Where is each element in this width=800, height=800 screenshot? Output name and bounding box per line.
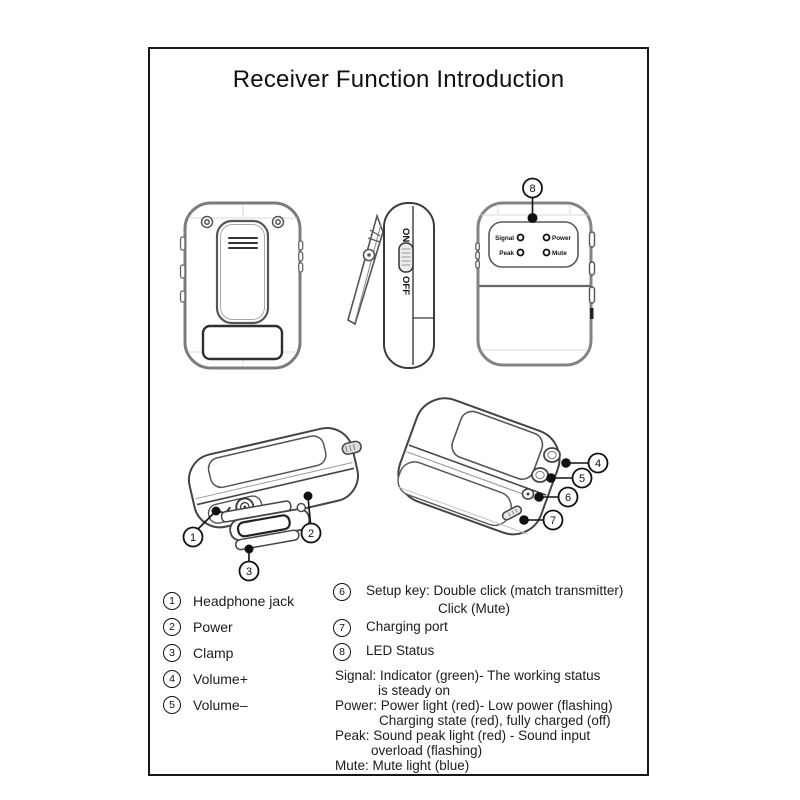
legend-item-led-status <box>333 643 651 661</box>
callout-7-dot <box>519 515 529 525</box>
legend-right-column <box>333 583 651 773</box>
switch-on-label: ON <box>400 228 411 243</box>
legend-number-circle: 2 <box>163 618 181 636</box>
switch-off-label: OFF <box>400 276 411 295</box>
legend-label: Power <box>193 618 233 635</box>
status-signal-line2: is steady on <box>378 683 451 698</box>
device-angled-left-view <box>184 421 372 581</box>
status-signal-line1: Signal: Indicator (green)- The working status <box>335 668 601 683</box>
setup-key-button <box>523 489 534 499</box>
screw-top-left <box>202 217 213 228</box>
device-side-view <box>348 203 434 368</box>
callout-4-number: 4 <box>594 458 602 470</box>
page-title: Receiver Function Introduction <box>232 66 565 93</box>
callout-4-dot <box>561 458 571 468</box>
volume-up-button <box>544 448 560 462</box>
callout-6-dot <box>534 492 544 502</box>
power-led-icon <box>544 235 550 241</box>
led-status-description <box>333 668 651 773</box>
legend-item-volume-down <box>163 696 294 713</box>
device-angled-right-view <box>390 390 608 543</box>
status-peak-line2: overload (flashing) <box>371 743 483 758</box>
callout-8-dot <box>528 213 538 223</box>
legend-number-circle: 4 <box>163 670 181 688</box>
back-label-plate <box>203 326 282 359</box>
legend-item-clamp <box>163 644 294 661</box>
callout-6-number: 6 <box>564 492 572 504</box>
peak-led-icon <box>518 250 524 256</box>
legend-item-headphone-jack <box>163 592 294 609</box>
led-label-signal: Signal <box>495 235 514 242</box>
legend-item-volume-up <box>163 670 294 687</box>
front-edge-notch <box>590 308 594 319</box>
callout-8-number: 8 <box>529 183 536 195</box>
legend-number-circle: 3 <box>163 644 181 662</box>
status-power-line2: Charging state (red), fully charged (off) <box>379 713 611 728</box>
legend-label: Volume– <box>193 696 248 713</box>
callout-3-dot <box>245 545 254 554</box>
legend-label: Volume+ <box>193 670 248 687</box>
legend-label: LED Status <box>366 643 435 658</box>
callout-7-number: 7 <box>549 515 557 527</box>
led-label-mute: Mute <box>552 250 567 257</box>
legend-item-power <box>163 618 294 635</box>
legend-number-circle: 5 <box>163 696 181 714</box>
led-panel <box>489 222 578 267</box>
mute-led-icon <box>544 250 550 256</box>
status-peak-line1: Peak: Sound peak light (red) - Sound input <box>335 728 591 743</box>
led-label-power: Power <box>552 235 571 242</box>
screw-top-right <box>273 217 284 228</box>
legend-item-charging-port <box>333 619 651 637</box>
callout-2-number: 2 <box>307 528 315 540</box>
legend-label: Charging port <box>366 619 448 634</box>
legend-label: Setup key: Double click (match transmitter) <box>366 583 624 598</box>
callout-1-number: 1 <box>189 532 197 544</box>
legend-label: Headphone jack <box>193 592 295 609</box>
led-label-peak: Peak <box>499 250 514 257</box>
signal-led-icon <box>518 235 524 241</box>
legend-number-circle: 1 <box>163 592 181 610</box>
legend-number-circle: 8 <box>333 643 351 661</box>
legend-label: Clamp <box>193 644 234 661</box>
legend-number-circle: 6 <box>333 583 351 601</box>
callout-1-dot <box>212 507 221 516</box>
legend-setup-key-line2: Click (Mute) <box>438 601 511 616</box>
device-back-view <box>181 203 303 368</box>
side-clip <box>348 216 383 324</box>
legend-item-setup-key <box>333 583 651 601</box>
legend-left-column <box>163 592 294 722</box>
callout-3-number: 3 <box>245 566 253 578</box>
status-mute-line1: Mute: Mute light (blue) <box>335 758 470 773</box>
volume-down-button <box>532 468 548 482</box>
callout-2-dot <box>304 492 313 501</box>
back-clip <box>217 221 268 323</box>
callout-5-dot <box>546 473 556 483</box>
status-power-line1: Power: Power light (red)- Low power (flashing) <box>335 698 613 713</box>
legend-number-circle: 7 <box>333 619 351 637</box>
callout-5-number: 5 <box>578 473 586 485</box>
device-front-view <box>476 179 595 366</box>
